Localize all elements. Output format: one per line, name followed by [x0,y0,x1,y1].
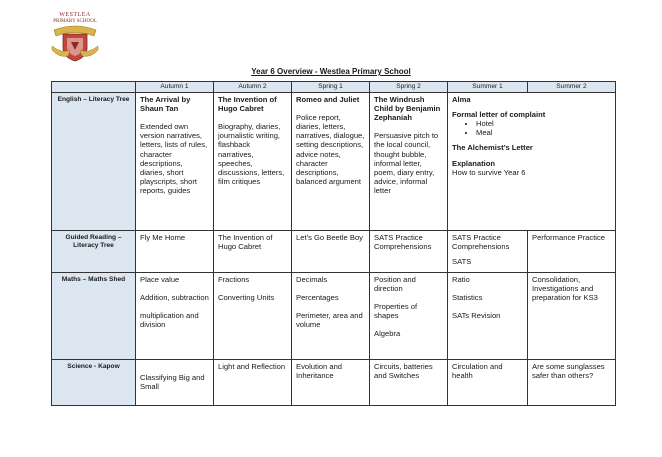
maths-topic: Properties of shapes [374,302,418,321]
cell-reading-autumn-2: The Invention of Hugo Cabret [214,231,292,273]
cell-english-spring-2 [370,93,448,231]
maths-topic: Algebra [374,329,401,339]
header-row [52,82,616,93]
row-maths [52,273,616,360]
book-title: Romeo and Juliet [296,95,360,104]
column-header-spring-1: Spring 1 [292,82,370,93]
document-title: Year 6 Overview - Westlea Primary School [251,67,411,76]
maths-topic: Perimeter, area and volume [296,311,363,330]
maths-topic: SATs Revision [452,311,501,321]
row-english [52,93,616,231]
writing-genres: Biography, diaries, journalistic writing, flashback narratives, speeches, discussions, letters, film critiques [218,122,285,186]
reading-summer-1-line: SATS Practice Comprehensions [452,233,510,252]
writing-genres: Persuasive pitch to the local council, thought bubble, informal letter, poem, diary entry, advice, informal letter [374,131,439,195]
cell-maths-summer-2: Consolidation, Investigations and preparation for KS3 [528,273,616,360]
alchemist-letter-heading: The Alchemist’s Letter [452,143,533,153]
book-title: The Invention of Hugo Cabret [218,95,277,114]
logo-school-name: WESTLEA [59,12,91,18]
complaint-heading: Formal letter of complaint [452,110,546,120]
cell-reading-summer-1 [448,231,528,273]
complaint-list [452,119,611,137]
maths-topic: Statistics [452,293,483,303]
cell-reading-spring-1: Let’s Go Beetle Boy [292,231,370,273]
cell-science-spring-1: Evolution and Inheritance [292,360,370,406]
cell-english-spring-1 [292,93,370,231]
column-header-autumn-1: Autumn 1 [136,82,214,93]
maths-topic: Addition, subtraction [140,293,209,303]
maths-topic: Ratio [452,275,470,284]
column-header-autumn-2: Autumn 2 [214,82,292,93]
maths-topic: Converting Units [218,293,275,303]
column-header-summer-2: Summer 2 [528,82,616,93]
cell-science-summer-2: Are some sunglasses safer than others? [528,360,616,406]
maths-topic: Percentages [296,293,339,303]
cell-maths-autumn-1 [136,273,214,360]
book-title: Alma [452,95,471,104]
cell-reading-autumn-1: Fly Me Home [136,231,214,273]
cell-science-autumn-1: Classifying Big and Small [136,360,214,406]
maths-topic: multiplication and division [140,311,199,330]
maths-topic: Decimals [296,275,328,284]
logo-school-subtitle: PRIMARY SCHOOL [53,19,97,24]
writing-genres: Police report, diaries, letters, narratives, dialogue, setting descriptions, advice notes, character descriptions, balanced argument [296,113,365,186]
list-item: • Meal [476,128,611,137]
cell-science-summer-1: Circulation and health [448,360,528,406]
year6-overview-table [51,81,616,406]
cell-reading-spring-2: SATS Practice Comprehensions [370,231,448,273]
reading-summer-1-sats: SATS [452,257,472,267]
row-guided-reading [52,231,616,273]
cell-maths-autumn-2 [214,273,292,360]
cell-reading-summer-2: Performance Practice [528,231,616,273]
maths-topic: Place value [140,275,180,284]
row-label-science: Science - Kapow [52,360,136,406]
cell-english-summer [448,93,616,231]
row-science [52,360,616,406]
cell-science-autumn-2: Light and Reflection [214,360,292,406]
cell-english-autumn-2 [214,93,292,231]
cell-science-spring-2: Circuits, batteries and Switches [370,360,448,406]
maths-topic: Fractions [218,275,250,284]
cell-maths-spring-2 [370,273,448,360]
school-crest-icon [50,24,100,62]
row-label-guided-reading: Guided Reading – Literacy Tree [52,231,136,273]
writing-genres: Extended own version narratives, letters, lists of rules, character descriptions, diaries, short playscripts, short reports, guides [140,122,208,195]
row-label-maths: Maths – Maths Shed [52,273,136,360]
cell-maths-summer-1 [448,273,528,360]
explanation-text: How to survive Year 6 [452,167,526,177]
column-header-spring-2: Spring 2 [370,82,448,93]
school-logo [50,10,100,62]
row-label-english: English – Literacy Tree [52,93,136,231]
header-corner [52,82,136,93]
book-title: The Arrival by Shaun Tan [140,95,191,114]
cell-english-autumn-1 [136,93,214,231]
maths-topic: Position and direction [374,275,416,294]
column-header-summer-1: Summer 1 [448,82,528,93]
list-item: • Hotel [476,119,611,128]
explanation-heading: Explanation [452,158,496,168]
cell-maths-spring-1 [292,273,370,360]
book-title: The Windrush Child by Benjamin Zephaniah [374,95,441,123]
